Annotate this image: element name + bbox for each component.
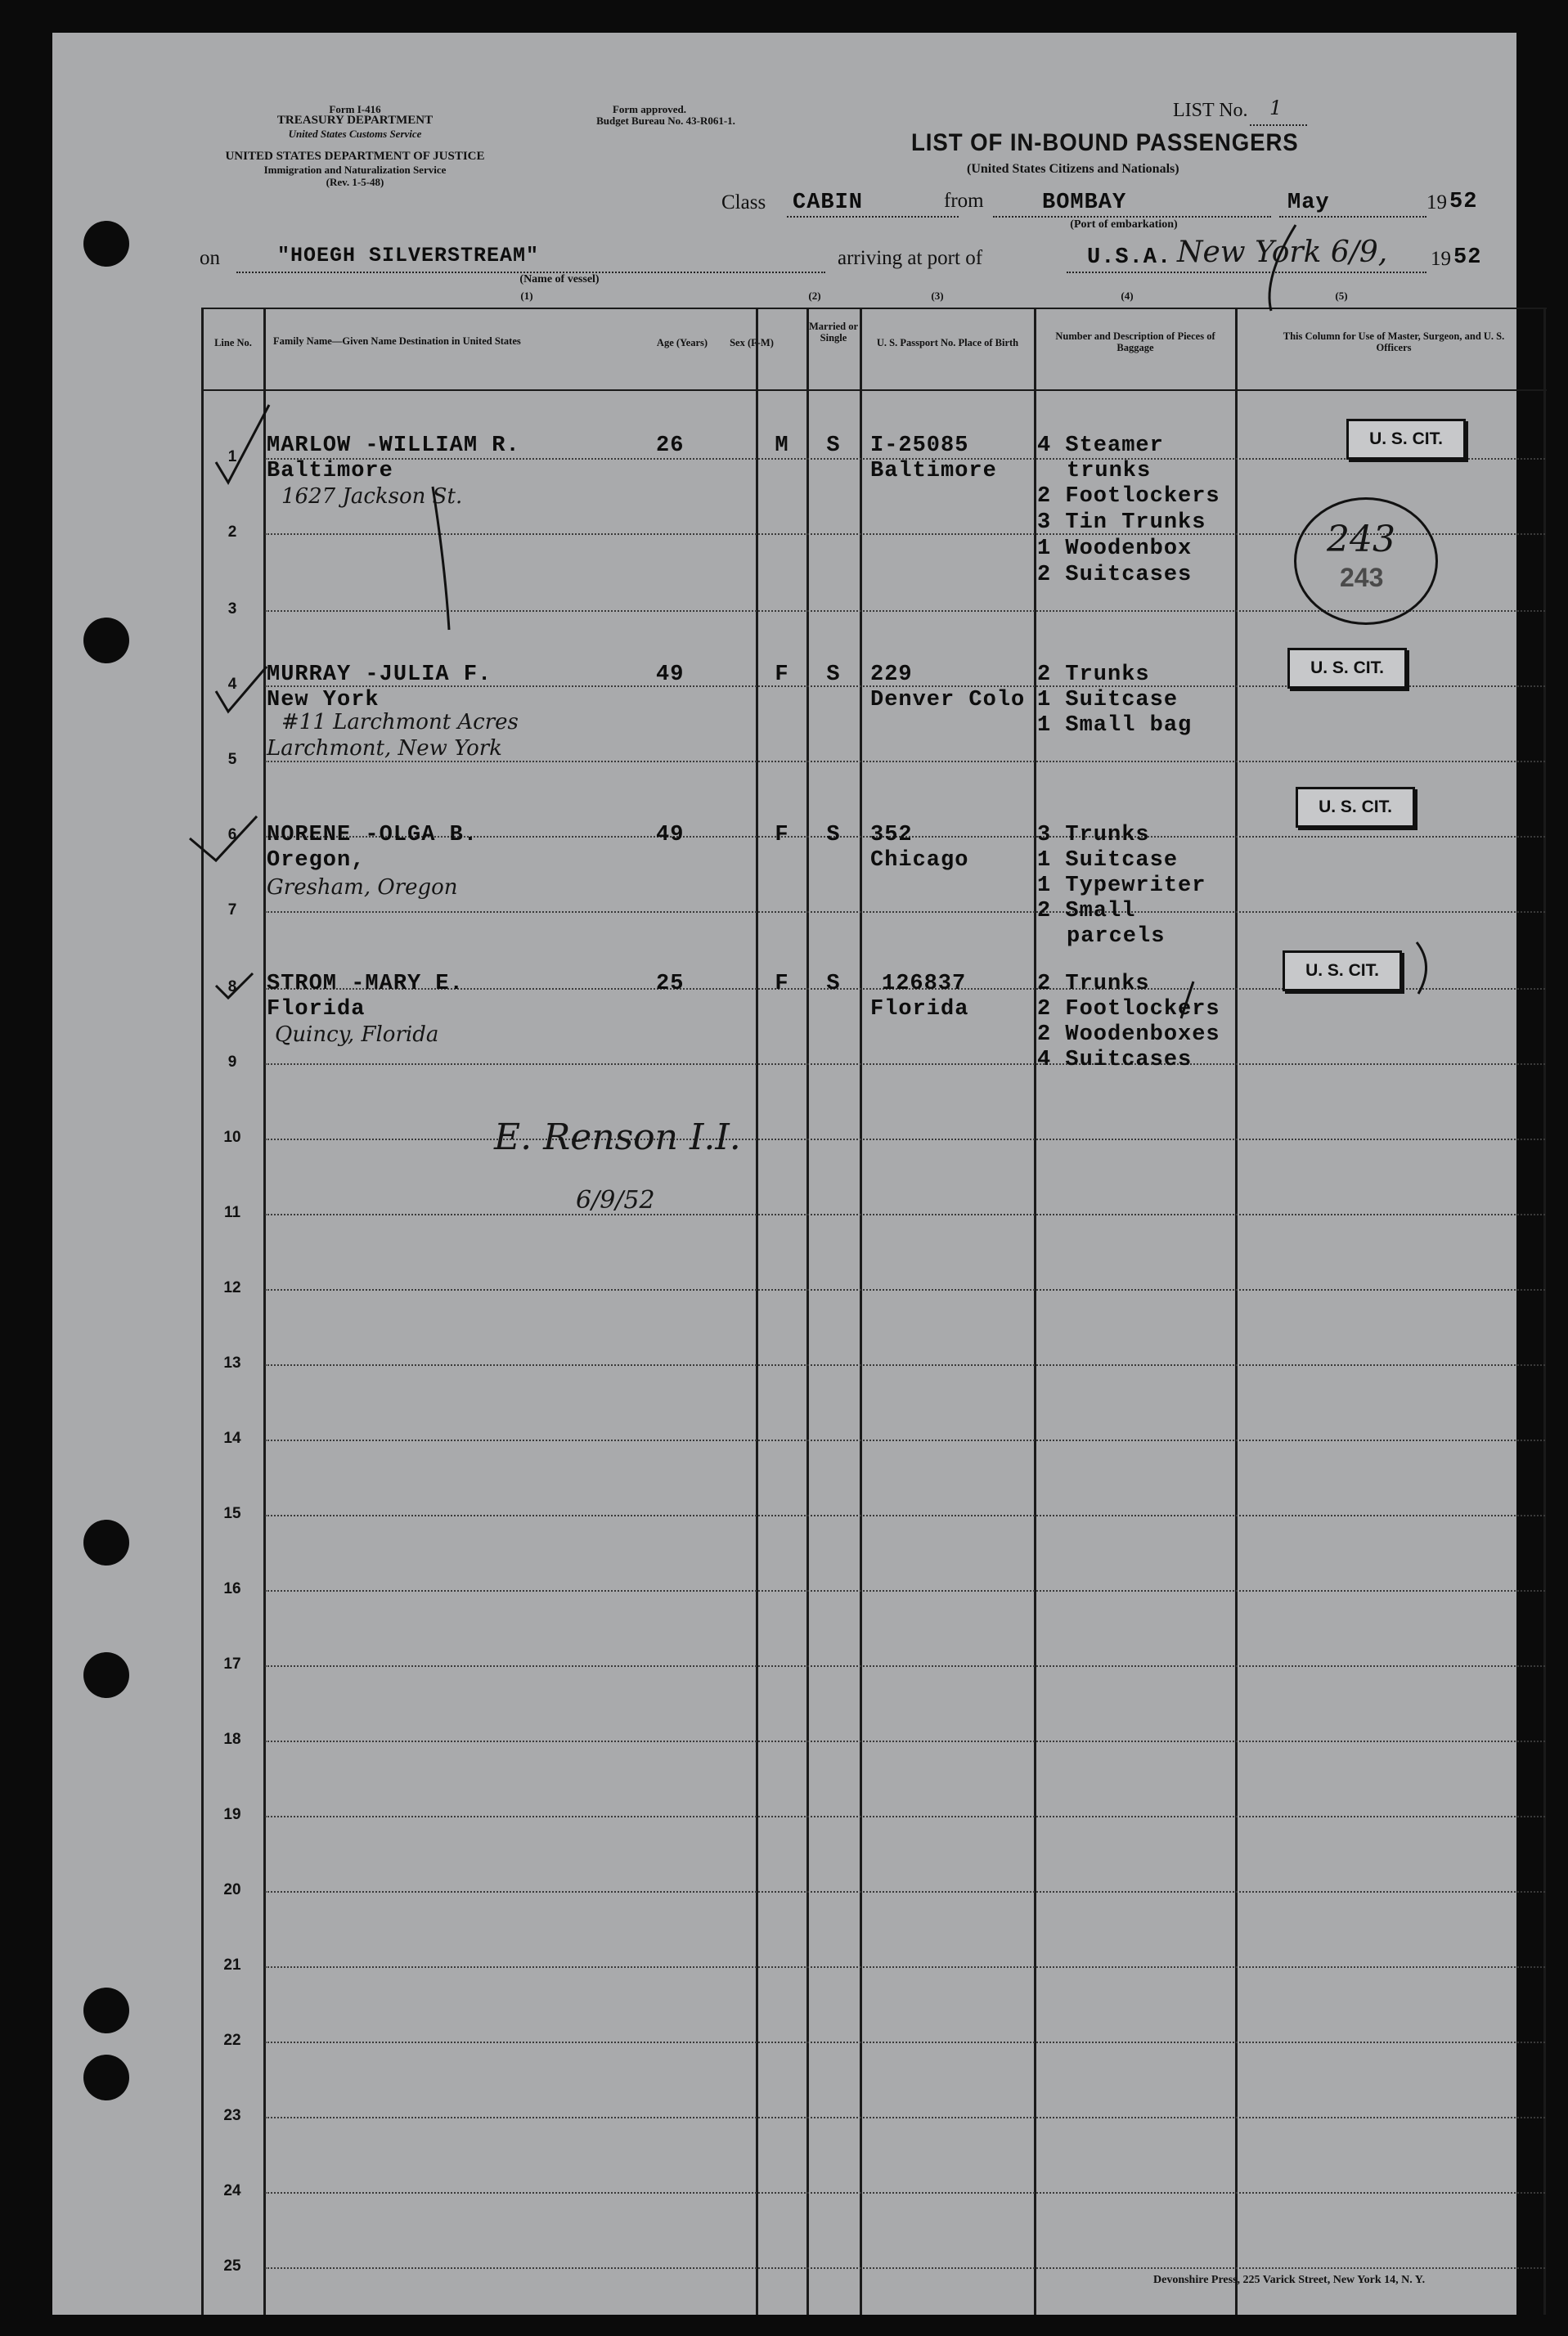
class-value: CABIN: [793, 191, 864, 215]
passenger-2-marital: S: [826, 663, 841, 687]
passenger-2-sex: F: [775, 663, 789, 687]
check-mark: [216, 667, 267, 712]
passenger-1-address: 1627 Jackson St.: [281, 484, 463, 509]
arrival-port-handwritten: New York 6/9,: [1177, 236, 1388, 269]
month-value: May: [1287, 191, 1330, 215]
passenger-3-baggage-item: 2 Small: [1037, 899, 1136, 923]
form-approved: Form approved.: [612, 103, 687, 115]
column-header-name: Family Name—Given Name Destination in United States: [273, 335, 521, 347]
line-number: 19: [223, 1806, 241, 1823]
line-number: 9: [227, 1053, 237, 1071]
column-number-5: (5): [1335, 290, 1348, 302]
on-label: on: [200, 247, 220, 269]
line-number: 17: [223, 1655, 241, 1673]
passenger-1-baggage-item: 2 Footlockers: [1037, 484, 1220, 509]
printer-imprint: Devonshire Press, 225 Varick Street, New York 14, N. Y.: [1153, 2274, 1426, 2286]
passenger-4-baggage-item: 4 Suitcases: [1037, 1048, 1193, 1072]
bracket-stroke: [1417, 942, 1426, 994]
passenger-1-age: 26: [656, 434, 685, 458]
passenger-1-sex: M: [775, 434, 789, 458]
passenger-3-sex: F: [775, 823, 789, 847]
bracket-stroke: [433, 487, 449, 630]
passenger-4-destination: Florida: [267, 997, 366, 1022]
binder-hole: [83, 2055, 129, 2100]
line-number: 12: [223, 1279, 241, 1296]
column-header-sex: Sex (F-M): [730, 337, 774, 348]
passenger-4-name: STROM -MARY E.: [267, 972, 464, 996]
passenger-3-baggage-item: 3 Trunks: [1037, 823, 1150, 847]
check-mark: [216, 405, 269, 483]
line-number: 16: [223, 1580, 241, 1597]
passenger-2-passport: 229: [870, 663, 913, 687]
line-number: 1: [227, 448, 237, 465]
passenger-3-name: NORENE -OLGA B.: [267, 823, 478, 847]
line-number: 18: [223, 1731, 241, 1748]
passenger-2-address-line2: Larchmont, New York: [267, 736, 502, 761]
binder-hole: [83, 1652, 129, 1698]
line-number: 3: [227, 600, 237, 618]
handwritten-marks: [52, 33, 1516, 2315]
passenger-3-birthplace: Chicago: [870, 848, 969, 873]
arrival-year-value: 52: [1453, 245, 1482, 270]
passenger-3-marital: S: [826, 823, 841, 847]
immigration-service: Immigration and Naturalization Service: [263, 164, 447, 176]
page-title: LIST OF IN-BOUND PASSENGERS: [911, 129, 1299, 156]
passenger-1-marital: S: [826, 434, 841, 458]
passenger-2-birthplace: Denver Colo: [870, 688, 1026, 712]
from-value: BOMBAY: [1042, 191, 1127, 215]
bracket-stroke: [1269, 225, 1296, 311]
list-no-label: LIST No.: [1173, 100, 1248, 121]
budget-bureau: Budget Bureau No. 43-R061-1.: [596, 115, 735, 127]
line-number: 4: [227, 676, 237, 693]
passenger-3-baggage-item: 1 Suitcase: [1037, 848, 1179, 873]
signature-date: 6/9/52: [576, 1186, 655, 1215]
passenger-2-address: #11 Larchmont Acres: [281, 710, 519, 734]
page-subtitle: (United States Citizens and Nationals): [967, 162, 1179, 176]
passenger-2-age: 49: [656, 663, 685, 687]
us-citizen-stamp: U. S. CIT.: [1283, 950, 1402, 991]
list-no-value: 1: [1269, 97, 1283, 119]
passenger-1-baggage-item: 1 Woodenbox: [1037, 537, 1193, 561]
passenger-3-destination: Oregon,: [267, 848, 366, 873]
passenger-3-baggage-item: parcels: [1067, 924, 1166, 949]
column-header-passport: U. S. Passport No. Place of Birth: [876, 337, 1019, 348]
binder-hole: [83, 1988, 129, 2033]
table-right-border: [1543, 308, 1546, 2315]
check-mark: [216, 973, 253, 998]
year-value: 52: [1449, 190, 1478, 214]
passenger-4-passport: 126837: [882, 972, 967, 996]
column-header-age: Age (Years): [656, 337, 708, 348]
year-prefix: 19: [1426, 191, 1447, 213]
from-label: from: [944, 190, 984, 212]
bracket-stroke: [1181, 982, 1193, 1018]
port-of-embarkation-label: (Port of embarkation): [1070, 218, 1178, 231]
revision: (Rev. 1-5-48): [326, 176, 384, 188]
customs-service: United States Customs Service: [288, 128, 422, 140]
passenger-4-sex: F: [775, 972, 789, 996]
line-number: 5: [227, 751, 237, 768]
line-number: 25: [223, 2257, 241, 2275]
column-header-officers: This Column for Use of Master, Surgeon, and U. S. Officers: [1283, 330, 1505, 353]
passenger-4-baggage-item: 2 Woodenboxes: [1037, 1022, 1220, 1047]
line-number: 11: [223, 1204, 241, 1221]
vessel-name-label: (Name of vessel): [519, 273, 600, 285]
line-number: 14: [223, 1430, 241, 1447]
column-number-1: (1): [520, 290, 533, 302]
form-number: Form I-416: [329, 103, 381, 115]
line-number: 2: [227, 523, 237, 541]
vessel-name: "HOEGH SILVERSTREAM": [277, 244, 540, 267]
line-number: 13: [223, 1354, 241, 1372]
line-number: 22: [223, 2032, 241, 2049]
class-label: Class: [721, 191, 766, 213]
treasury-department: TREASURY DEPARTMENT: [276, 114, 434, 127]
binder-hole: [83, 221, 129, 267]
column-number-4: (4): [1121, 290, 1134, 302]
passenger-4-address: Quincy, Florida: [275, 1022, 439, 1047]
passenger-1-birthplace: Baltimore: [870, 459, 997, 483]
us-citizen-stamp: U. S. CIT.: [1287, 648, 1407, 689]
column-header-married: Married or Single: [808, 321, 859, 344]
column-number-2: (2): [808, 290, 821, 302]
passenger-3-passport: 352: [870, 823, 913, 847]
passenger-2-baggage-item: 2 Trunks: [1037, 663, 1150, 687]
passenger-3-age: 49: [656, 823, 685, 847]
passenger-2-baggage-item: 1 Small bag: [1037, 713, 1193, 738]
arrival-port-typed: U.S.A.: [1087, 245, 1172, 270]
passenger-4-marital: S: [826, 972, 841, 996]
line-number: 21: [223, 1956, 241, 1974]
passenger-4-birthplace: Florida: [870, 997, 969, 1022]
passenger-4-baggage-item: 2 Footlockers: [1037, 997, 1220, 1022]
passenger-3-address: Gresham, Oregon: [267, 875, 458, 900]
column-number-3: (3): [931, 290, 944, 302]
passenger-4-age: 25: [656, 972, 685, 996]
line-number: 8: [227, 978, 237, 995]
arriving-label: arriving at port of: [838, 247, 983, 269]
passenger-1-destination: Baltimore: [267, 459, 393, 483]
line-number: 10: [223, 1129, 241, 1146]
line-number: 20: [223, 1881, 241, 1898]
circled-number-stamped: 243: [1340, 563, 1384, 592]
line-number: 15: [223, 1505, 241, 1522]
passenger-1-baggage-item: 3 Tin Trunks: [1037, 510, 1206, 535]
manifest-sheet: [52, 33, 1516, 2315]
passenger-1-passport: I-25085: [870, 434, 969, 458]
binder-hole: [83, 618, 129, 663]
arrival-year-prefix: 19: [1431, 248, 1451, 270]
passenger-2-baggage-item: 1 Suitcase: [1037, 688, 1179, 712]
check-mark: [190, 816, 257, 860]
line-number: 23: [223, 2107, 241, 2124]
column-header-baggage: Number and Description of Pieces of Baggage: [1055, 330, 1215, 353]
line-number: 7: [227, 901, 237, 919]
column-header-line-no: Line No.: [214, 337, 252, 348]
circled-number: 243: [1327, 519, 1395, 560]
us-citizen-stamp: U. S. CIT.: [1296, 787, 1415, 828]
passenger-1-baggage-item: 2 Suitcases: [1037, 563, 1193, 587]
line-number: 24: [223, 2182, 241, 2199]
line-number: 6: [227, 826, 237, 843]
passenger-2-name: MURRAY -JULIA F.: [267, 663, 492, 687]
inspector-signature: E. Renson I.I.: [494, 1116, 741, 1158]
passenger-1-baggage-item: trunks: [1067, 459, 1152, 483]
passenger-1-name: MARLOW -WILLIAM R.: [267, 434, 520, 458]
binder-hole: [83, 1520, 129, 1566]
passenger-4-baggage-item: 2 Trunks: [1037, 972, 1150, 996]
passenger-3-baggage-item: 1 Typewriter: [1037, 874, 1206, 898]
us-citizen-stamp: U. S. CIT.: [1346, 419, 1466, 460]
passenger-2-destination: New York: [267, 688, 380, 712]
passenger-1-baggage-item: 4 Steamer: [1037, 434, 1164, 458]
department-of-justice: UNITED STATES DEPARTMENT OF JUSTICE: [225, 150, 485, 163]
